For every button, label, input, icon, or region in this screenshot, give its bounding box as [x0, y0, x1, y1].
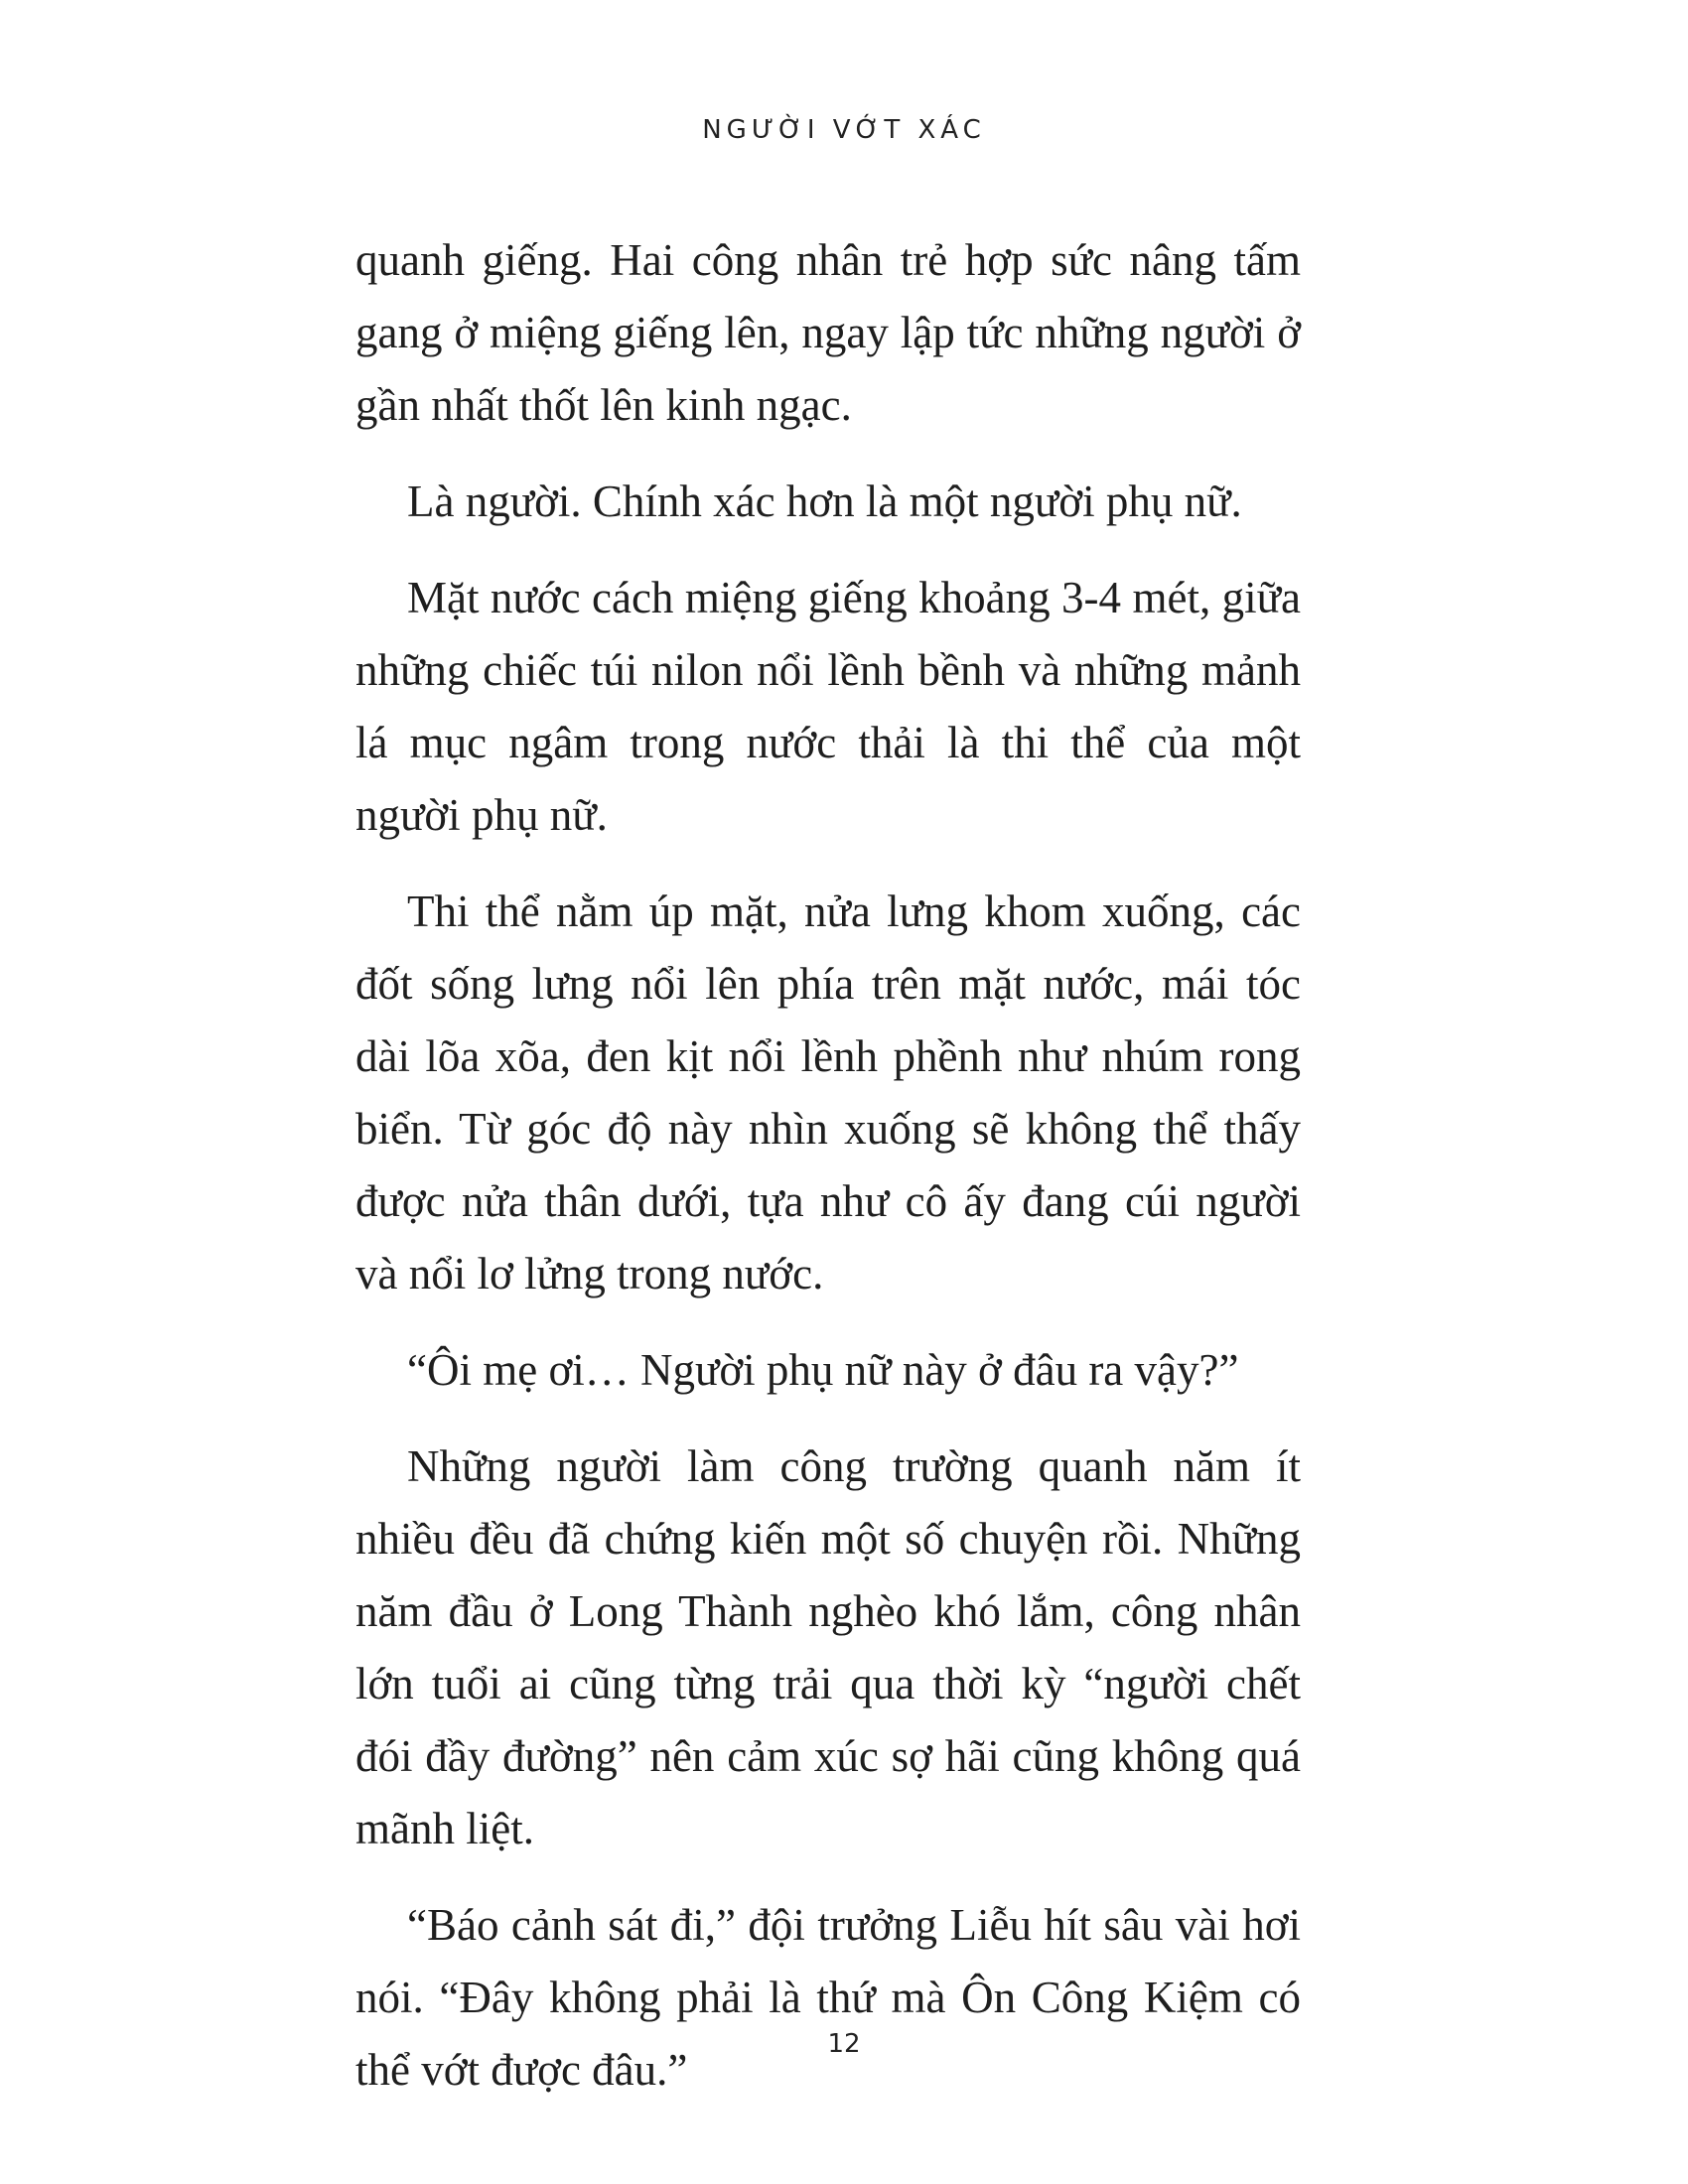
paragraph-3: Mặt nước cách miệng giếng khoảng 3-4 mét, giữa những chiếc túi nilon nổi lềnh bềnh và những mảnh lá mục ngâm trong nước thải là thi thể của một người phụ nữ.	[355, 573, 1301, 840]
running-title: NGƯỜI VỚT XÁC	[702, 115, 986, 145]
paragraph-6: Những người làm công trường quanh năm ít nhiều đều đã chứng kiến một số chuyện rồi. Những năm đầu ở Long Thành nghèo khó lắm, công nhân lớn tuổi ai cũng từng trải qua thời kỳ “người chết đói đầy đường” nên cảm xúc sợ hãi cũng không quá mãnh liệt.	[355, 1441, 1301, 1853]
paragraph-5: “Ôi mẹ ơi… Người phụ nữ này ở đâu ra vậy?”	[407, 1345, 1239, 1395]
paragraph-2: Là người. Chính xác hơn là một người phụ nữ.	[407, 477, 1242, 526]
paragraph-4: Thi thể nằm úp mặt, nửa lưng khom xuống, các đốt sống lưng nổi lên phía trên mặt nước, mái tóc dài lõa xõa, đen kịt nổi lềnh phềnh như nhúm rong biển. Từ góc độ này nhìn xuống sẽ không thể thấy được nửa thân dưới, tựa như cô ấy đang cúi người và nổi lơ lửng trong nước.	[355, 887, 1301, 1298]
paragraph-7: “Báo cảnh sát đi,” đội trưởng Liễu hít sâu vài hơi nói. “Đây không phải là thứ mà Ôn Công Kiệm có thể vớt được đâu.”	[355, 1900, 1301, 2095]
page-number: 12	[827, 2029, 861, 2059]
body-text	[355, 224, 1301, 2130]
paragraph-1: quanh giếng. Hai công nhân trẻ hợp sức nâng tấm gang ở miệng giếng lên, ngay lập tức những người ở gần nhất thốt lên kinh ngạc.	[355, 235, 1301, 430]
